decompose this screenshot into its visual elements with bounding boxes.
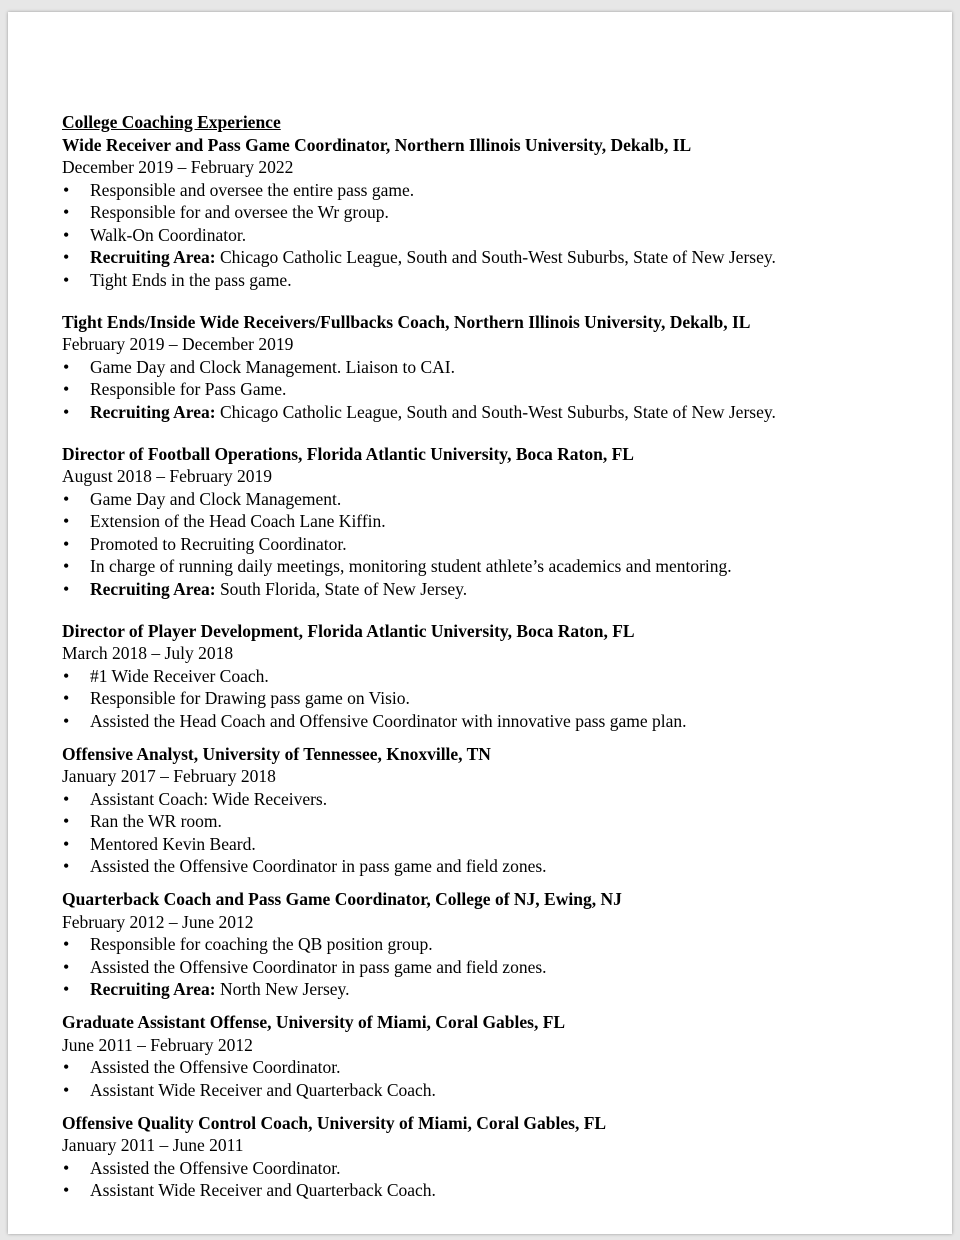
job-list [62, 134, 776, 1202]
bullet-text: Assisted the Head Coach and Offensive Coordinator with innovative pass game plan. [90, 710, 687, 731]
bullet-text: #1 Wide Receiver Coach. [90, 665, 269, 686]
job-title: Tight Ends/Inside Wide Receivers/Fullbacks Coach, Northern Illinois University, Dekalb, IL [62, 311, 751, 332]
bullet-item [62, 1157, 776, 1180]
bullet-item [62, 201, 776, 224]
bullet-item [62, 978, 776, 1001]
section-heading: College Coaching Experience [62, 112, 281, 132]
bullet-item [62, 533, 776, 556]
job-entry [62, 620, 776, 733]
job-dates: February 2019 – December 2019 [62, 334, 294, 354]
job-dates: January 2017 – February 2018 [62, 766, 276, 786]
bullet-item [62, 1079, 776, 1102]
bullet-item [62, 401, 776, 424]
bullet-item [62, 179, 776, 202]
bullet-text: Responsible and oversee the entire pass game. [90, 179, 415, 200]
bullet-item [62, 269, 776, 292]
bullet-list [62, 788, 776, 878]
bullet-list [62, 1157, 776, 1202]
job-dates: January 2011 – June 2011 [62, 1135, 244, 1155]
bullet-item [62, 578, 776, 601]
bullet-item [62, 833, 776, 856]
bullet-label: Recruiting Area: [90, 578, 216, 599]
job-dates: December 2019 – February 2022 [62, 157, 294, 177]
job-entry [62, 443, 776, 601]
bullet-text: Assisted the Offensive Coordinator. [90, 1157, 341, 1178]
job-entry [62, 134, 776, 292]
bullet-label: Recruiting Area: [90, 401, 216, 422]
bullet-label: Recruiting Area: [90, 979, 216, 999]
bullet-item [62, 665, 776, 688]
job-title: Offensive Analyst, University of Tennessee, Knoxville, TN [62, 743, 491, 764]
bullet-text: Game Day and Clock Management. Liaison to CAI. [90, 356, 455, 377]
bullet-text: Mentored Kevin Beard. [90, 833, 256, 854]
bullet-text: Responsible for Pass Game. [90, 379, 287, 399]
bullet-text: Assisted the Offensive Coordinator in pass game and field zones. [90, 956, 547, 977]
job-entry [62, 1112, 776, 1202]
bullet-list [62, 179, 776, 292]
bullet-item [62, 710, 776, 733]
bullet-list [62, 933, 776, 1001]
job-title: Offensive Quality Control Coach, University of Miami, Coral Gables, FL [62, 1112, 607, 1133]
bullet-text: Walk-On Coordinator. [90, 224, 247, 245]
job-dates: August 2018 – February 2019 [62, 466, 272, 486]
bullet-item [62, 224, 776, 247]
job-title: Director of Player Development, Florida Atlantic University, Boca Raton, FL [62, 620, 635, 641]
bullet-text: Ran the WR room. [90, 811, 222, 831]
job-dates: March 2018 – July 2018 [62, 643, 234, 663]
bullet-text: Chicago Catholic League, South and South-West Suburbs, State of New Jersey. [219, 401, 776, 422]
bullet-item [62, 378, 776, 401]
job-dates: June 2011 – February 2012 [62, 1034, 253, 1055]
bullet-item [62, 855, 776, 878]
job-entry [62, 311, 776, 424]
job-dates: February 2012 – June 2012 [62, 911, 254, 932]
bullet-text: Promoted to Recruiting Coordinator. [90, 533, 347, 554]
bullet-text: Assisted the Offensive Coordinator. [90, 1057, 341, 1077]
job-entry [62, 888, 776, 1001]
bullet-text: Assistant Wide Receiver and Quarterback Coach. [90, 1079, 436, 1100]
bullet-item [62, 555, 776, 578]
bullet-text: Responsible for Drawing pass game on Visio. [90, 688, 410, 708]
document-page [8, 12, 952, 1234]
bullet-text: Responsible for and oversee the Wr group. [90, 202, 389, 222]
bullet-item [62, 933, 776, 956]
bullet-list [62, 1056, 776, 1101]
bullet-text: Assisted the Offensive Coordinator in pass game and field zones. [90, 856, 547, 876]
job-title: Wide Receiver and Pass Game Coordinator, Northern Illinois University, Dekalb, IL [62, 134, 692, 155]
bullet-text: South Florida, State of New Jersey. [219, 578, 468, 599]
bullet-item [62, 246, 776, 269]
bullet-item [62, 488, 776, 511]
bullet-text: Tight Ends in the pass game. [90, 269, 292, 290]
bullet-text: Chicago Catholic League, South and South-West Suburbs, State of New Jersey. [219, 247, 776, 267]
bullet-item [62, 956, 776, 979]
job-entry [62, 743, 776, 878]
job-entry [62, 1011, 776, 1101]
bullet-list [62, 488, 776, 601]
bullet-item [62, 510, 776, 533]
bullet-text: Assistant Wide Receiver and Quarterback Coach. [90, 1180, 436, 1200]
bullet-text: Assistant Coach: Wide Receivers. [90, 788, 328, 809]
bullet-item [62, 788, 776, 811]
bullet-text: Game Day and Clock Management. [90, 488, 342, 509]
resume-content [62, 111, 776, 1202]
job-title: Graduate Assistant Offense, University of Miami, Coral Gables, FL [62, 1012, 566, 1032]
bullet-item [62, 687, 776, 710]
bullet-item [62, 810, 776, 833]
bullet-label: Recruiting Area: [90, 247, 216, 267]
bullet-item [62, 356, 776, 379]
job-title: Director of Football Operations, Florida Atlantic University, Boca Raton, FL [62, 443, 634, 464]
bullet-text: Extension of the Head Coach Lane Kiffin. [90, 511, 386, 531]
job-title: Quarterback Coach and Pass Game Coordinator, College of NJ, Ewing, NJ [62, 889, 622, 909]
bullet-item [62, 1179, 776, 1202]
bullet-text: Responsible for coaching the QB position group. [90, 934, 433, 954]
bullet-text: In charge of running daily meetings, monitoring student athlete’s academics and mentoring. [90, 556, 732, 576]
bullet-list [62, 665, 776, 733]
bullet-text: North New Jersey. [219, 979, 350, 999]
bullet-item [62, 1056, 776, 1079]
bullet-list [62, 356, 776, 424]
